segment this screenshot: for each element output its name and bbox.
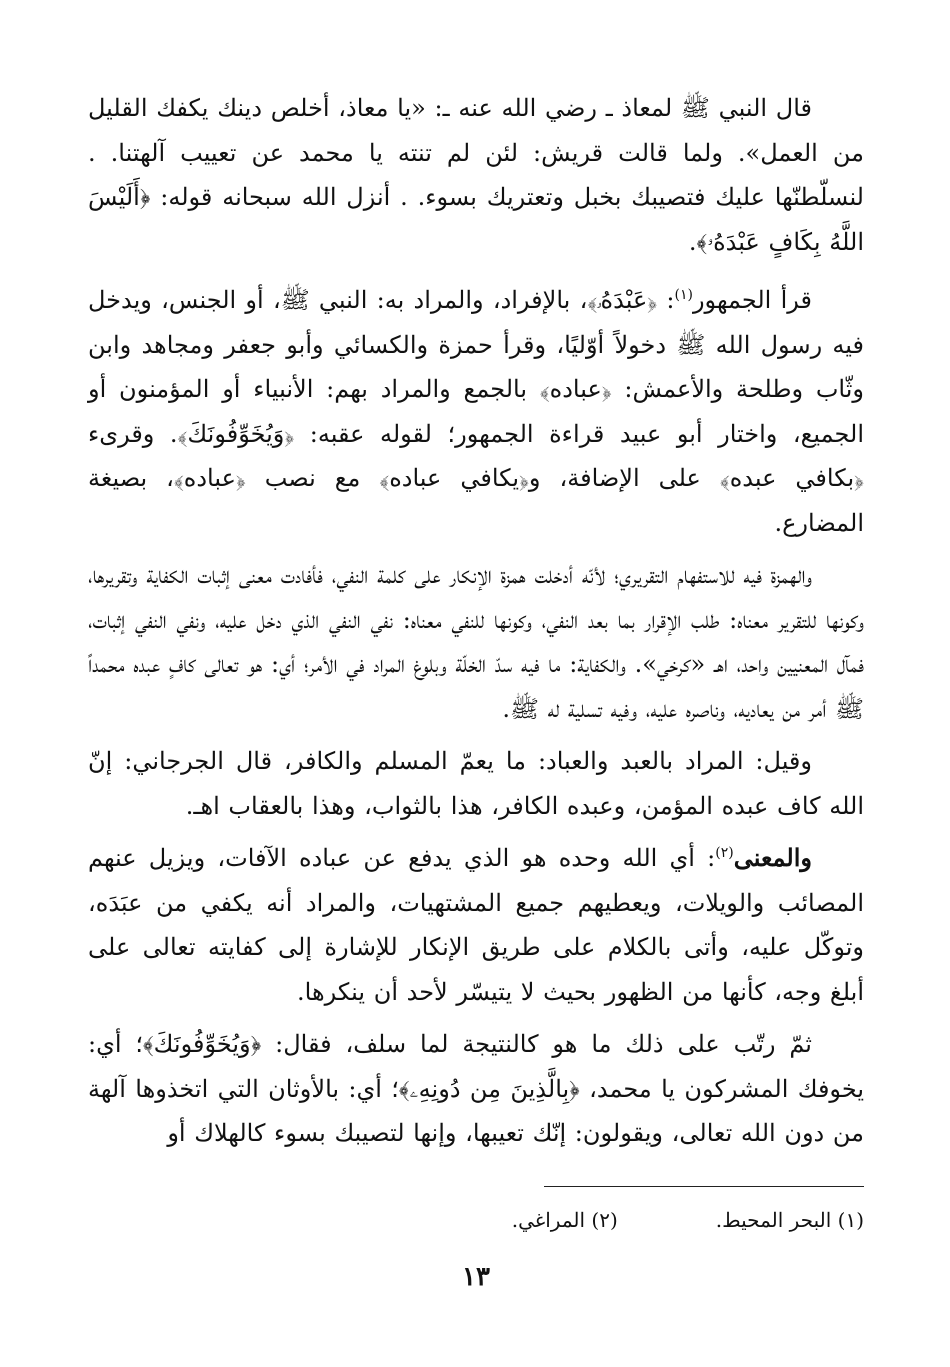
paragraph-4 <box>88 739 864 828</box>
page-number: ١٣ <box>462 1262 490 1292</box>
paragraph-2-text: : ﴿عَبْدَهُۥ﴾، بالإفراد، والمراد به: النبي ﷺ، أو الجنس، ويدخل فيه رسول الله ﷺ دخولاً أوّليًا، وقرأ حمزة والكسائي وأبو جعفر ومجاهد وابن وثّاب وطلحة والأعمش: ﴿عباده﴾ بالجمع والمراد بهم: الأنبياء أو المؤمنون أو الجميع، واختار أبو عبيد قراءة الجمهور؛ لقوله عقبه: ﴿وَيُخَوِّفُونَكَ﴾. وقرىء ﴿بكافي عبده﴾ على الإضافة، و﴿يكافي عباده﴾ مع نصب ﴿عباده﴾، بصيغة المضارع. <box>88 286 864 537</box>
paragraph-2-lead: قرأ الجمهور <box>692 286 812 314</box>
paragraph-2 <box>88 278 864 545</box>
footnote-2: (٢) المراغي. <box>511 1208 618 1232</box>
paragraph-5 <box>88 836 864 1014</box>
paragraph-6 <box>88 1022 864 1156</box>
paragraph-3 <box>88 553 864 731</box>
paragraph-5-bold-lead: والمعنى <box>733 843 812 872</box>
paragraph-1 <box>88 86 864 264</box>
footnote-ref-1[interactable]: (١) <box>674 287 693 303</box>
footnotes <box>88 1206 864 1234</box>
paragraph-6-text: ثمّ رتّب على ذلك ما هو كالنتيجة لما سلف، فقال: ﴿وَيُخَوِّفُونَكَ﴾؛ أي: يخوفك المشركون يا محمد، ﴿بِالَّذِينَ مِن دُونِهِۦ﴾؛ أي: بالأوثان التي اتخذوها آلهة من دون الله تعالى، ويقولون: إنّك تعيبها، وإنها لتصيبك بسوء كالهلاك أو <box>88 1030 864 1147</box>
footnote-ref-2[interactable]: (٢) <box>715 845 734 861</box>
footnote-divider <box>544 1186 864 1187</box>
paragraph-4-text: وقيل: المراد بالعبد والعباد: ما يعمّ المسلم والكافر، قال الجرجاني: إنّ الله كاف عبده المؤمن، وعبده الكافر، هذا بالثواب، وهذا بالعقاب اهـ. <box>88 747 864 820</box>
page-body <box>88 86 864 1336</box>
footnote-1: (١) البحر المحيط. <box>715 1208 864 1232</box>
paragraph-3-text: والهمزة فيه للاستفهام التقريري؛ لأنّه أدخلت همزة الإنكار على كلمة النفي، فأفادت معنى إثبات الكفاية وتقريرها، وكونها للتقرير معناه: طلب الإقرار بما بعد النفي، وكونها للنفي معناه: نفي النفي الذي دخل عليه، ونفي النفي إثبات، فمآل المعنيين واحد، اهـ «كرخي». والكفاية: ما فيه سدّ الخلّة وبلوغ المراد في الأمر؛ أي: هو تعالى كافٍ عبده محمداً ﷺ أمر من يعاديه، وناصره عليه، وفيه تسلية له ﷺ. <box>88 561 864 723</box>
paragraph-5-text: : أي الله وحده هو الذي يدفع عن عباده الآفات، ويزيل عنهم المصائب والويلات، ويعطيهم جميع المشتهيات، والمراد أنه يكفي من عبَدَه، وتوكّل عليه، وأتى بالكلام على طريق الإنكار للإشارة إلى كفايته تعالى على أبلغ وجه، كأنها من الظهور بحيث لا يتيسّر لأحد أن ينكرها. <box>88 844 864 1006</box>
paragraph-1-text: قال النبي ﷺ لمعاذ ـ رضي الله عنه ـ: «يا معاذ، أخلص دينك يكفك القليل من العمل». ولما قالت قريش: لئن لم تنته يا محمد عن تعييب آلهتنا. . لنسلّطنّها عليك فتصيبك بخبل وتعتريك بسوء. . أنزل الله سبحانه قوله: ﴿أَلَيْسَ اللَّهُ بِكَافٍ عَبْدَهُۥ﴾. <box>88 94 864 256</box>
